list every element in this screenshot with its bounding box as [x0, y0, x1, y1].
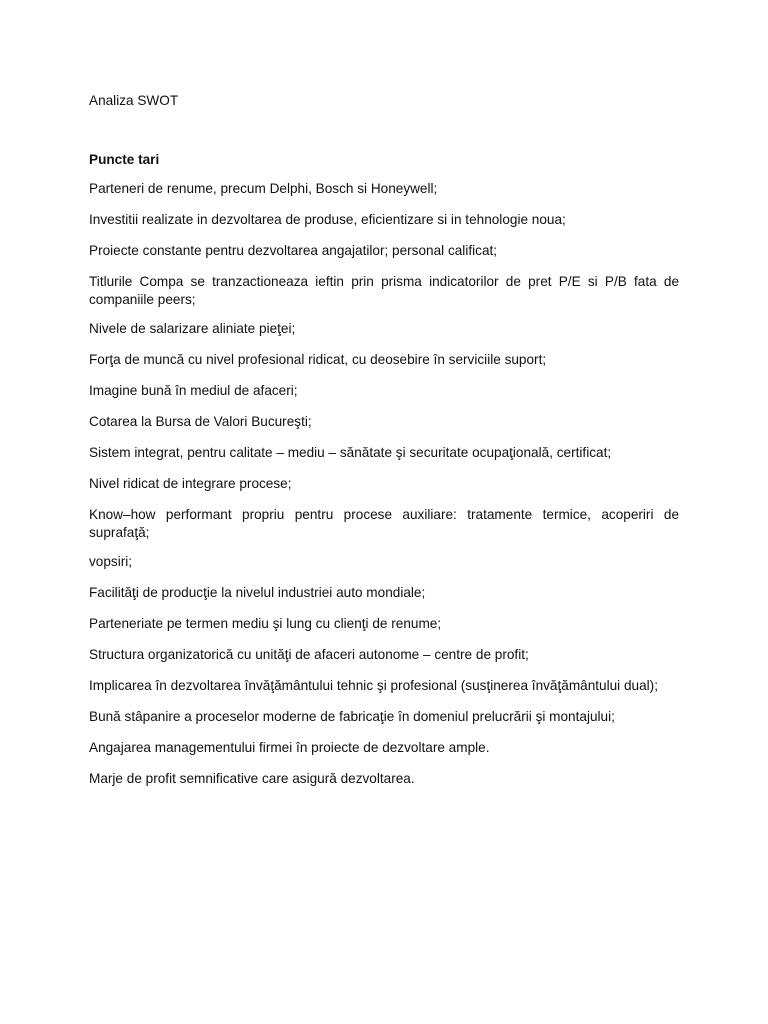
list-item: Parteneriate pe termen mediu şi lung cu clienţi de renume; — [89, 616, 442, 631]
list-item: Angajarea managementului firmei în proiecte de dezvoltare ample. — [89, 740, 490, 755]
list-item: Sistem integrat, pentru calitate – mediu – sănătate şi securitate ocupaţională, certificat; — [89, 445, 612, 460]
document-content — [89, 92, 679, 801]
list-item: vopsiri; — [89, 554, 133, 569]
section-heading: Puncte tari — [89, 152, 160, 167]
list-item: Investitii realizate in dezvoltarea de produse, eficientizare si in tehnologie noua; — [89, 212, 566, 227]
list-item: Forţa de muncă cu nivel profesional ridicat, cu deosebire în serviciile suport; — [89, 352, 547, 367]
list-item: Marje de profit semnificative care asigură dezvoltarea. — [89, 771, 415, 786]
list-item: Know–how performant propriu pentru procese auxiliare: tratamente termice, acoperiri de suprafaţă; — [89, 507, 679, 540]
list-item: Titlurile Compa se tranzactioneaza ieftin prin prisma indicatorilor de pret P/E si P/B fata de companiile peers; — [89, 274, 679, 307]
list-item: Imagine bună în mediul de afaceri; — [89, 383, 298, 398]
list-item: Parteneri de renume, precum Delphi, Bosch si Honeywell; — [89, 181, 438, 196]
list-item: Structura organizatorică cu unităţi de afaceri autonome – centre de profit; — [89, 647, 529, 662]
list-item: Facilităţi de producţie la nivelul industriei auto mondiale; — [89, 585, 426, 600]
list-item: Nivel ridicat de integrare procese; — [89, 476, 292, 491]
document-title: Analiza SWOT — [89, 93, 179, 108]
list-item: Bună stâpanire a proceselor moderne de fabricaţie în domeniul prelucrării şi montajului; — [89, 709, 615, 724]
list-item: Nivele de salarizare aliniate pieţei; — [89, 321, 296, 336]
list-item: Implicarea în dezvoltarea învăţământului tehnic şi profesional (susţinerea învăţământului dual); — [89, 678, 658, 693]
list-item: Cotarea la Bursa de Valori Bucureşti; — [89, 414, 312, 429]
list-item: Proiecte constante pentru dezvoltarea angajatilor; personal calificat; — [89, 243, 498, 258]
